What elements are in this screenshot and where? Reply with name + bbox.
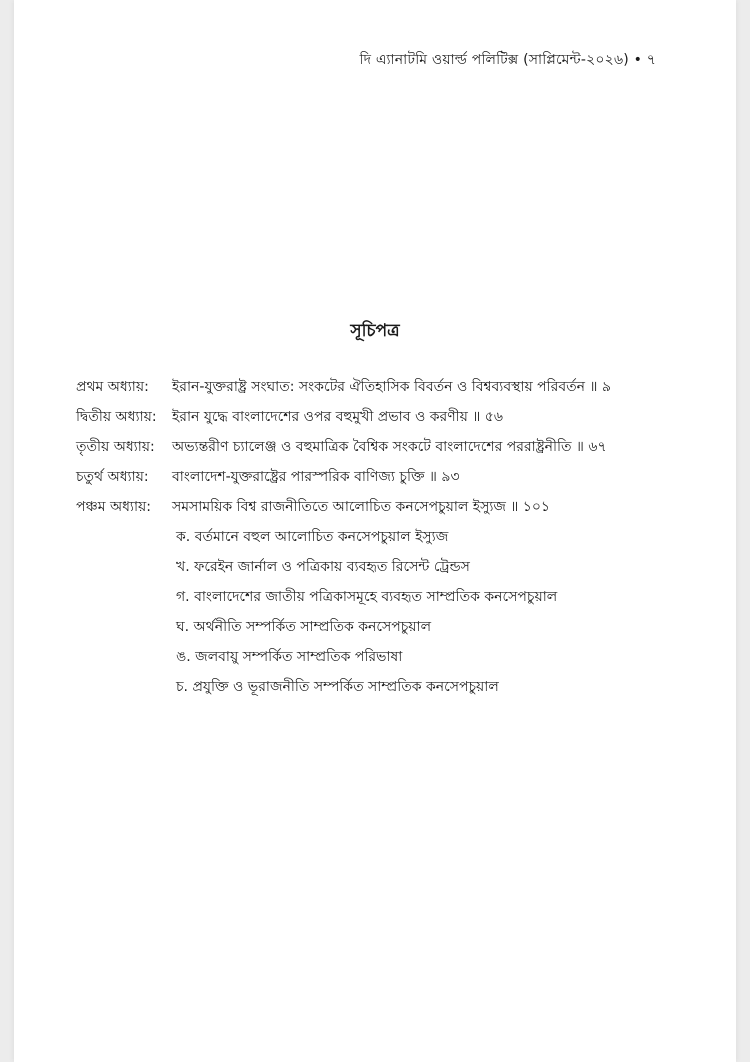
toc-subsection: গ. বাংলাদেশের জাতীয় পত্রিকাসমূহে ব্যবহৃত সাম্প্রতিক কনসেপচুয়াল (176, 589, 558, 605)
toc-subsection: ঘ. অর্থনীতি সম্পর্কিত সাম্প্রতিক কনসেপচুয়াল (176, 619, 432, 635)
chapter-title: ইরান-যুক্তরাষ্ট্র সংঘাত: সংকটের ঐতিহাসিক বিবর্তন ও বিশ্বব্যবস্থায় পরিবর্তন ॥ ৯ (172, 379, 611, 395)
toc-chapter-5 (76, 492, 716, 522)
chapter-title: বাংলাদেশ-যুক্তরাষ্ট্রের পারস্পরিক বাণিজ্য চুক্তি ॥ ৯৩ (172, 469, 460, 485)
chapter-title: ইরান যুদ্ধে বাংলাদেশের ওপর বহুমুখী প্রভাব ও করণীয় ॥ ৫৬ (172, 409, 503, 425)
toc-subsection: ক. বর্তমানে বহুল আলোচিত কনসেপচুয়াল ইস্যুজ (176, 529, 449, 545)
chapter-label: তৃতীয় অধ্যায়: (76, 439, 155, 455)
chapter-label: পঞ্চম অধ্যায়: (76, 499, 152, 515)
toc-subsection: চ. প্রযুক্তি ও ভূরাজনীতি সম্পর্কিত সাম্প্রতিক কনসেপচুয়াল (176, 679, 499, 695)
toc-chapter-2 (76, 402, 716, 432)
chapter-label: চতুর্থ অধ্যায়: (76, 469, 149, 485)
toc-subsection: খ. ফরেইন জার্নাল ও পত্রিকায় ব্যবহৃত রিসেন্ট ট্রেন্ডস (176, 559, 470, 575)
toc-title: সূচিপত্র (350, 321, 400, 341)
chapter-label: দ্বিতীয় অধ্যায়: (76, 409, 157, 425)
table-of-contents (76, 372, 716, 702)
toc-chapter-1 (76, 372, 716, 402)
chapter-label: প্রথম অধ্যায়: (76, 379, 149, 395)
chapter-title: অভ্যন্তরীণ চ্যালেঞ্জ ও বহুমাত্রিক বৈশ্বিক সংকটে বাংলাদেশের পররাষ্ট্রনীতি ॥ ৬৭ (172, 439, 607, 455)
chapter-5-subsections (176, 522, 716, 702)
running-header: দি এ্যানাটমি ওয়ার্ল্ড পলিটিক্স (সাপ্লিমেন্ট-২০২৬) • ৭ (359, 52, 656, 68)
toc-chapter-3 (76, 432, 716, 462)
chapter-title: সমসাময়িক বিশ্ব রাজনীতিতে আলোচিত কনসেপচুয়াল ইস্যুজ ॥ ১০১ (172, 499, 551, 515)
toc-chapter-4 (76, 462, 716, 492)
toc-subsection: ঙ. জলবায়ু সম্পর্কিত সাম্প্রতিক পরিভাষা (176, 649, 403, 665)
document-page (14, 0, 736, 1062)
